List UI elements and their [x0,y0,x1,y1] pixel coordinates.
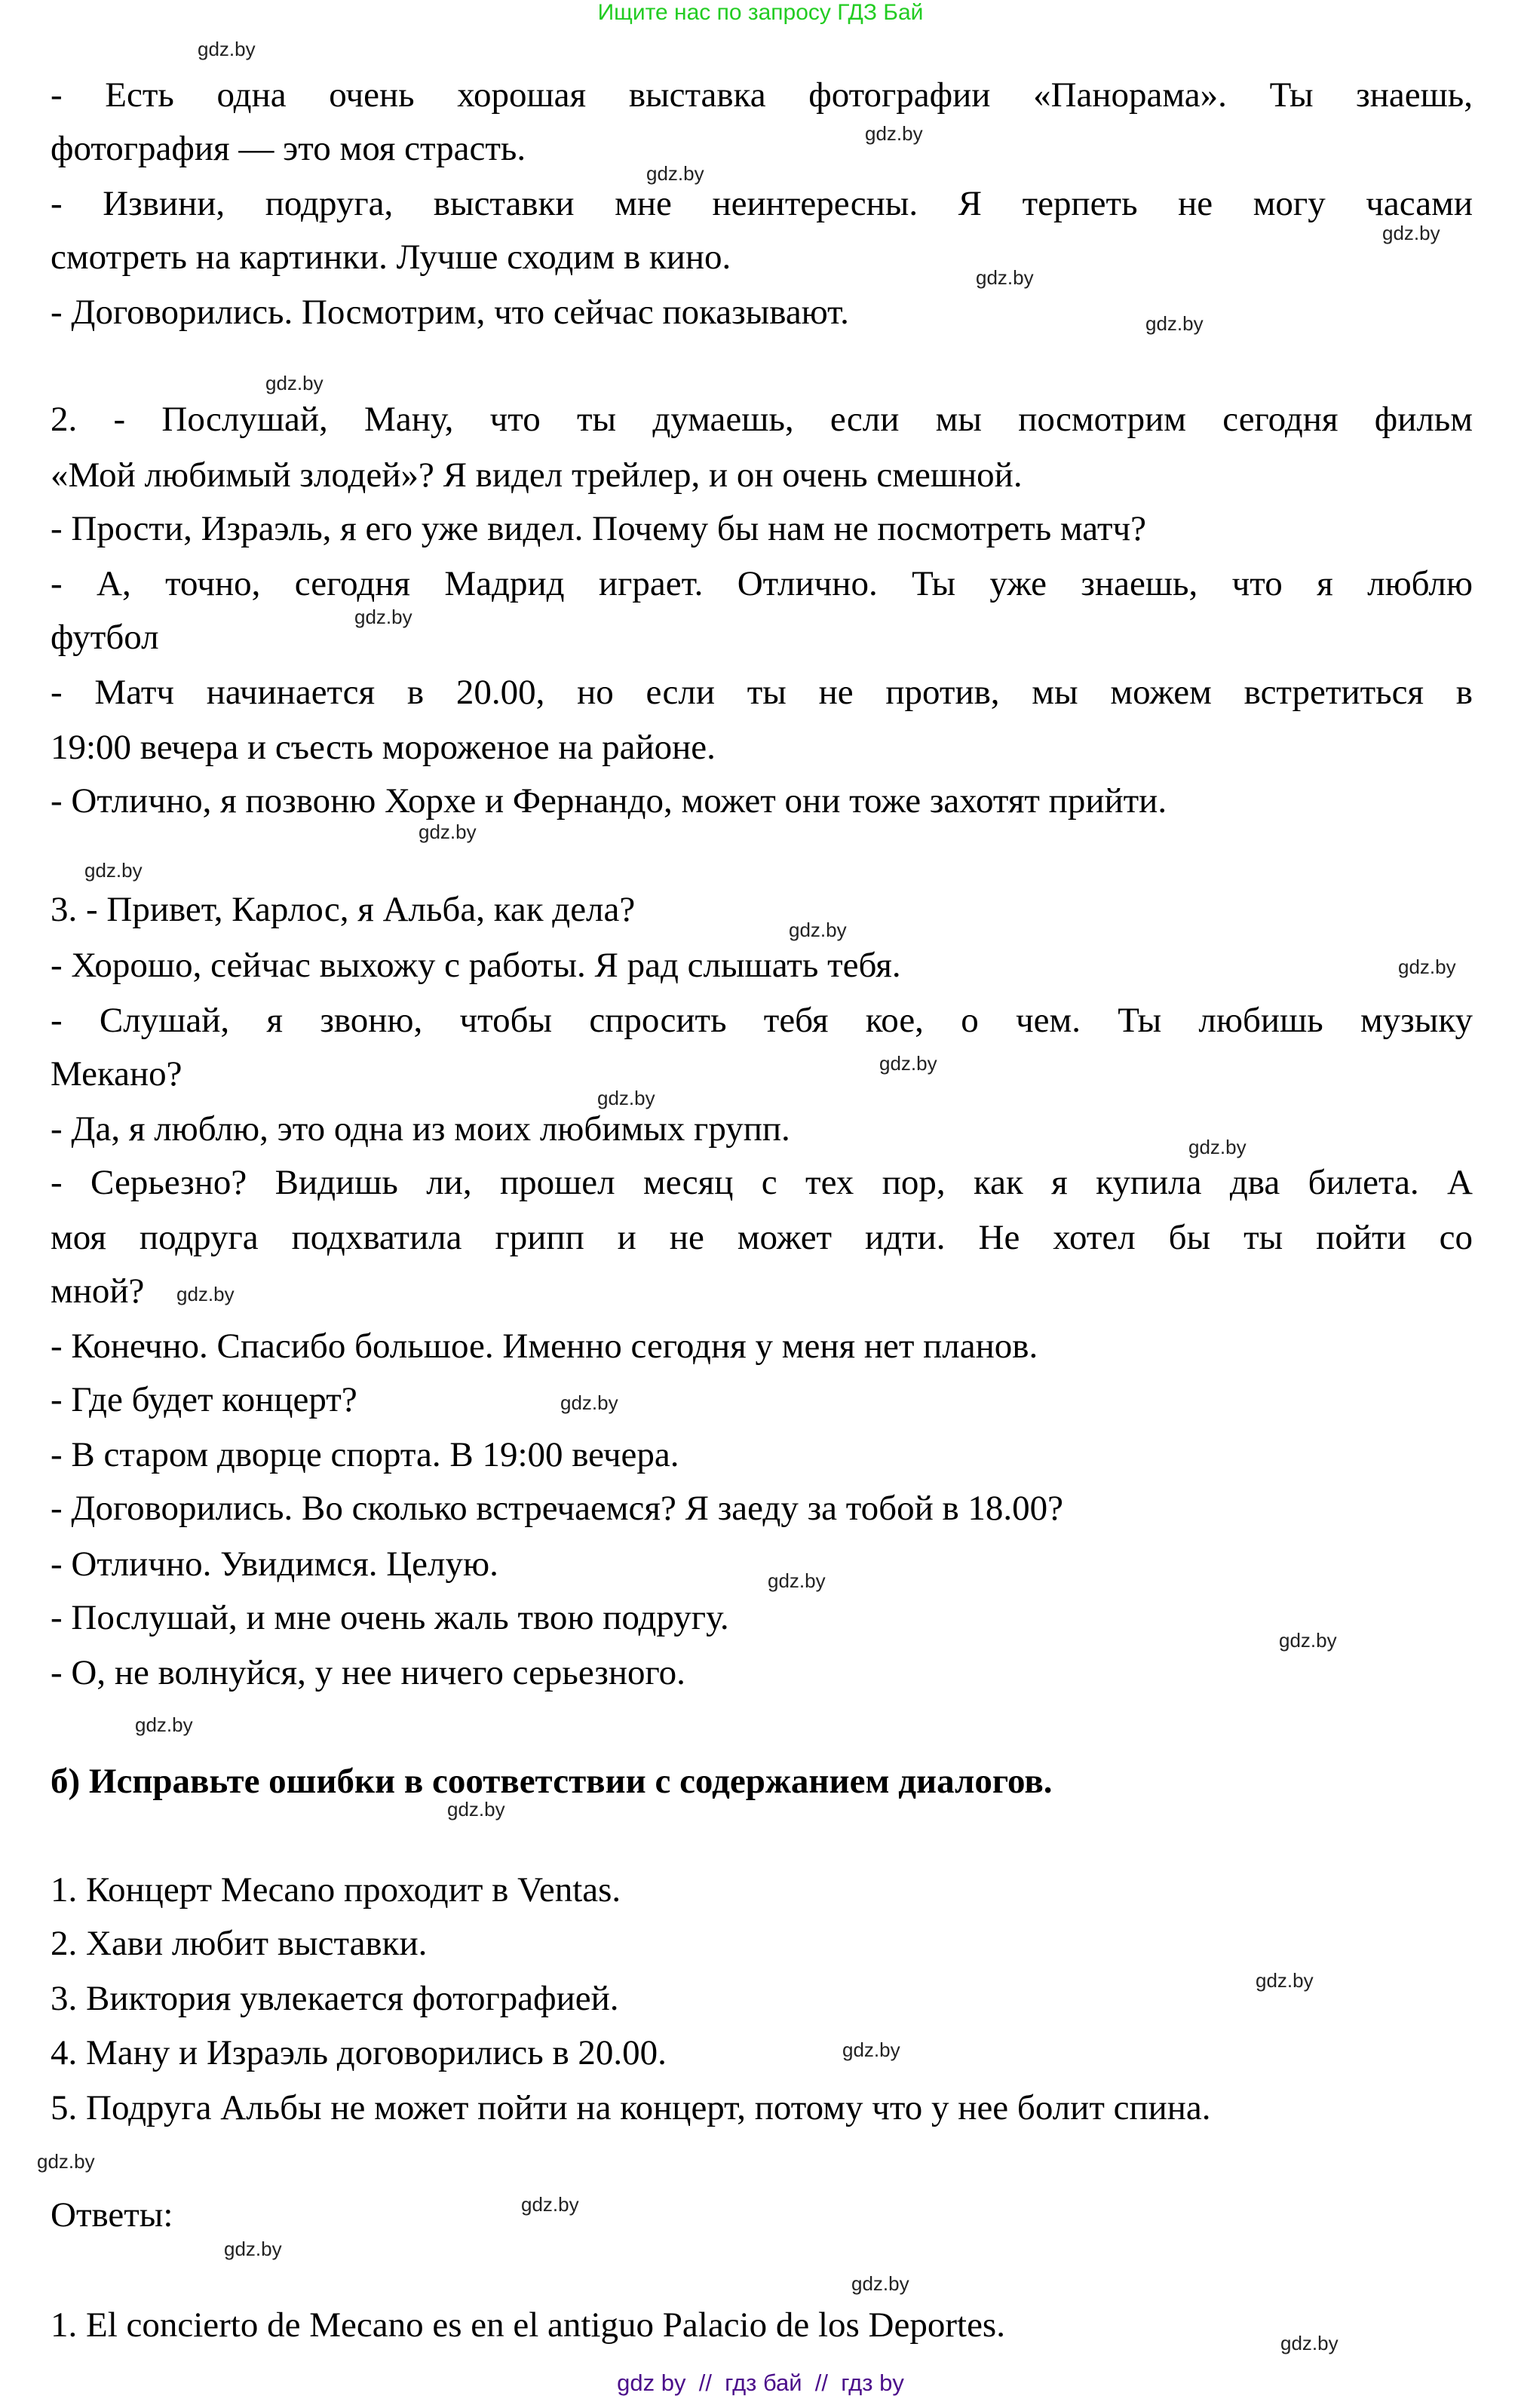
dialogue-line: - Извини, подруга, выставки мне неинтересны. Я терпеть не могу часами [51,184,1473,223]
dialogue-line: - Есть одна очень хорошая выставка фотографии «Панорама». Ты знаешь, [51,75,1473,115]
watermark: gdz.by [976,266,1034,289]
watermark: gdz.by [1398,956,1456,978]
dialogue-line: - Слушай, я звоню, чтобы спросить тебя кое, о чем. Ты любишь музыку [51,1001,1473,1040]
answers-label: Ответы: [51,2195,173,2235]
watermark: gdz.by [1145,312,1204,335]
dialogue-line: - Матч начинается в 20.00, но если ты не против, мы можем встретиться в [51,673,1473,712]
dialogue-line: футбол [51,618,159,657]
dialogue-line: смотреть на картинки. Лучше сходим в кино. [51,238,731,277]
dialogue-line: 19:00 вечера и съесть мороженое на районе. [51,728,716,767]
dialogue-line: - Отлично, я позвоню Хорхе и Фернандо, может они тоже захотят прийти. [51,781,1167,821]
watermark: gdz.by [842,2038,900,2061]
task-item: 1. Концерт Mecano проходит в Ventas. [51,1870,621,1910]
dialogue-line: - Конечно. Спасибо большое. Именно сегодня у меня нет планов. [51,1327,1038,1366]
watermark: gdz.by [1382,222,1440,244]
watermark: gdz.by [865,122,923,145]
watermark: gdz.by [37,2150,95,2173]
task-item: 3. Виктория увлекается фотографией. [51,1979,619,2018]
dialogue-line: - Послушай, и мне очень жаль твою подругу. [51,1598,729,1637]
task-item: 2. Хави любит выставки. [51,1924,428,1963]
watermark: gdz.by [560,1391,618,1414]
dialogue-line: мной? [51,1271,145,1311]
dialogue-line: - Где будет концерт? [51,1380,357,1419]
watermark: gdz.by [265,372,324,394]
task-item: 5. Подруга Альбы не может пойти на концерт, потому что у нее болит спина. [51,2088,1211,2127]
task-item: 4. Ману и Израэль договорились в 20.00. [51,2033,667,2072]
dialogue-line: - Договорились. Посмотрим, что сейчас показывают. [51,293,849,332]
dialogue-line: Мекано? [51,1054,182,1094]
dialogue-line: - Отлично. Увидимся. Целую. [51,1544,498,1584]
dialogue-line: - В старом дворце спорта. В 19:00 вечера. [51,1435,679,1474]
dialogue-line: - Прости, Израэль, я его уже видел. Почему бы нам не посмотреть матч? [51,509,1146,548]
watermark: gdz.by [789,919,847,941]
watermark: gdz.by [447,1798,505,1821]
watermark: gdz.by [198,38,256,60]
dialogue-line: - Хорошо, сейчас выхожу с работы. Я рад слышать тебя. [51,946,901,985]
watermark: gdz.by [354,606,412,628]
watermark: gdz.by [1188,1136,1247,1158]
dialogue-line: 3. - Привет, Карлос, я Альба, как дела? [51,890,636,929]
dialogue-line: моя подруга подхватила грипп и не может идти. Не хотел бы ты пойти со [51,1218,1473,1257]
watermark: gdz.by [176,1283,235,1305]
watermark: gdz.by [851,2272,909,2295]
watermark: gdz.by [84,859,143,882]
answer-item: 1. El concierto de Mecano es en el antiguo Palacio de los Deportes. [51,2305,1005,2345]
task-heading: б) Исправьте ошибки в соответствии с содержанием диалогов. [51,1762,1053,1801]
watermark: gdz.by [597,1087,655,1109]
footer-links: gdz by // гдз бай // гдз by [617,2370,904,2396]
dialogue-line: 2. - Послушай, Ману, что ты думаешь, если мы посмотрим сегодня фильм [51,400,1473,439]
watermark: gdz.by [135,1713,193,1736]
dialogue-line: - А, точно, сегодня Мадрид играет. Отлично. Ты уже знаешь, что я люблю [51,564,1473,603]
watermark: gdz.by [879,1052,937,1075]
watermark: gdz.by [521,2193,579,2216]
watermark: gdz.by [1280,2332,1339,2354]
dialogue-line: - Да, я люблю, это одна из моих любимых групп. [51,1109,790,1149]
watermark: gdz.by [224,2238,282,2260]
dialogue-line: - Серьезно? Видишь ли, прошел месяц с тех пор, как я купила два билета. А [51,1163,1473,1202]
dialogue-line: фотография — это моя страсть. [51,129,526,168]
watermark: gdz.by [1256,1969,1314,1992]
watermark: gdz.by [1279,1629,1337,1652]
watermark: gdz.by [768,1569,826,1592]
dialogue-line: «Мой любимый злодей»? Я видел трейлер, и он очень смешной. [51,456,1023,495]
dialogue-line: - О, не волнуйся, у нее ничего серьезного. [51,1653,685,1692]
dialogue-line: - Договорились. Во сколько встречаемся? Я заеду за тобой в 18.00? [51,1489,1064,1528]
watermark: gdz.by [419,821,477,843]
search-banner: Ищите нас по запросу ГДЗ Бай [597,0,924,25]
watermark: gdz.by [646,162,704,185]
